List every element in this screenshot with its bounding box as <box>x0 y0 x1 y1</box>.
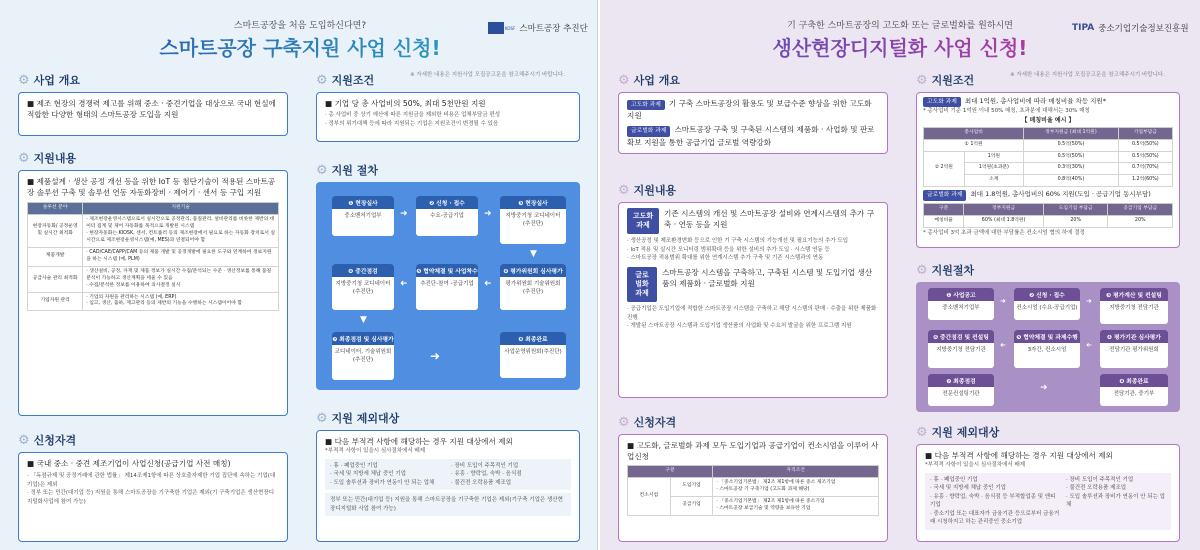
task-tag: 고도화 과제 <box>923 97 961 107</box>
list-item: · 불건전 오락용품 제조업 <box>1066 485 1127 492</box>
table-cell: 0.5억(50%) <box>1118 151 1172 163</box>
step-head: ❶ 사업공고 <box>928 288 994 301</box>
table-cell: 1억원 <box>964 151 1024 163</box>
step-body: 지방중기청 코디네이터(추진단) <box>335 281 391 296</box>
table-cell: 20% <box>1043 215 1108 227</box>
table-row <box>924 139 1173 151</box>
right-elig-heading <box>618 414 676 430</box>
step-body: 중소벤처기업부 <box>942 305 980 311</box>
left-proc-title: 지원 절차 <box>331 164 378 177</box>
table-cell <box>713 496 879 515</box>
step-head: ❽ 최종완료 <box>1100 374 1168 387</box>
cond-note: * 총사업비 3억 초과 금액에 대한 부담률은 컨소시엄 협의 하에 결정 <box>923 229 1085 236</box>
left-elig-box: ■ 국내 중소 · 중견 제조기업이 사업신청(공급기업 사전 매칭) · 「독점규제 및 공정거래에 관한 법률」 제14조제1항에 따른 상호출자제한 기업 집단에 속하는 기업(대기업)은 제외 · 정부 또는 민간(대기업 등) 지원을 통해 스마트공장을 기구축한 기업은 제외(기 구축기업은 생산현장디지털화사업에 참여 가능) <box>18 452 288 542</box>
content-item-text: 스마트공장 시스템을 구축하고, 구축된 시스템 및 도입기업 생산품의 제품화 · 글로벌화 지원 <box>662 267 873 288</box>
list-item: · 「중소기업기본법」 제2조 제1항에 따른 중소 제조기업 <box>716 479 836 485</box>
gear-icon: ⚙ <box>18 72 30 88</box>
table-cell <box>83 214 279 247</box>
table-header: 구분 <box>628 466 713 478</box>
table-cell: 컨소시엄 <box>628 477 671 515</box>
arrow-down-icon: ▼ <box>530 249 537 259</box>
right-overview-box <box>618 92 888 154</box>
step-head: ❸ 현장실사 <box>500 196 566 209</box>
list-item: · 생산설비, 공정, 자재 및 제품 정보가 실시간 수집/분석되는 수준 · 생산정보를 통해 품질분석이 가능하고 생산계획을 세울 수 있음 <box>86 268 272 281</box>
list-item: · 장비 도입이 주목적인 기업 <box>1066 476 1134 483</box>
left-brand <box>488 22 588 34</box>
process-step <box>1014 288 1080 320</box>
table-cell: 0.5억(50%) <box>1118 139 1172 151</box>
left-elig-text: 국내 중소 · 중견 제조기업이 사업신청(공급기업 사전 매칭) <box>36 459 231 468</box>
task-tag: 고도화 과제 <box>627 208 659 234</box>
step-body: 지방중기청 전담기관 <box>936 347 986 353</box>
left-content-heading <box>18 150 76 166</box>
table-cell: 공급기업 <box>670 496 713 515</box>
table-cell: 도입기업 <box>670 477 713 496</box>
left-cond-note: ※ 자세한 내용은 지원사업 모집공고문을 참고해주시기 바랍니다. <box>410 72 565 78</box>
left-content-box: ■ 제품설계 · 생산 공정 개선 등을 위한 IoT 등 첨단기술이 적용된 스마트공장 솔루션 구축 및 솔루션 연동 자동화장비 · 제어기 · 센서 등 구입 지원 솔루션 분야 지원기술 현장자동화/ 공정운영 및 실시간 최적화 · 제조현장운영시스템으로서 실시간으로 공정관리, 품질관리, 설비관리를 비롯한 제반의 데이터 집계 및 제어 자동화를 목적으로 개발된 시스템 · 현장자동화는 KIOSK, 센서, 컨트롤러 등의 제조현장에서 필요로 하는 자동화 장치로서 실시간으로 제조현장운영시스템(예, MES)과 연결되어야 함 제품개발 · CAD/CAE/CAPP/CAM 등의 제품 개발 및 공정개발에 필요한 도구와 연계하여 정보지원을 하는 시스템 (예, PLM) 공급사슬 관리 최적화 · 생산설비, 공정, 자재 및 제품 정보가 실시간 수집/분석되는 수준 · 생산정보를 통해 품질분석이 가능하고 생산계획을 세울 수 있음 · 수집/분석한 정보를 이용하여 의사결정 실시 기업자원 관리 · 기업의 자원을 관리하는 시스템 (예, ERP) · 입고, 생산, 출하, 재고관리 등의 제반의 기능을 수행하는 시스템이어야 함 <box>18 170 288 416</box>
cond-note: * 총사업비 기준 1억원 이내 50% 매칭, 초과분에 대해서는 30% 매칭 <box>923 108 1090 115</box>
process-step <box>500 264 566 310</box>
cond-text: 최대 1.8억원, 총사업비의 60% 지원(도입 · 공급기업 동시부담) <box>970 190 1151 199</box>
task-tag: 글로벌화 과제 <box>923 190 966 200</box>
table-cell <box>83 266 279 292</box>
table-row <box>28 214 279 247</box>
example-label: 【 매칭비율 예시 】 <box>1021 116 1075 124</box>
left-excl-foot: 정부 또는 민간(대기업 등) 지원을 통해 스마트공장을 기구축한 기업은 제외(기구축 기업은 생산현장디지털화 사업 참여 가능) <box>325 493 571 516</box>
step-head: ❹ 중간점검 <box>332 264 394 277</box>
list-item: · 국세 및 지방세 체납 중인 기업 <box>930 485 1006 492</box>
arrow-right-icon: ➜ <box>430 349 441 363</box>
arrow-left-icon: ➜ <box>400 279 408 289</box>
right-cond-box <box>916 92 1180 248</box>
list-item: · 「중소기업기본법」 제2조 제1항에 따른 중소기업 <box>716 498 825 504</box>
table-row <box>924 151 1173 163</box>
process-step <box>416 264 478 310</box>
step-body: 추진단-참여 -공급기업 <box>420 281 474 287</box>
left-excl-box: ■ 다음 부적격 사항에 해당하는 경우 지원 대상에서 제외 *부적격 사항이 있을시 심사절차에서 배제 · 휴 · 폐업중인 기업 · 국세 및 지방세 체납 중인 기업 · 도입 솔루션과 장비가 연동이 안 되는 업체 · 장비 도입이 주목적인 기업 · 유흥 · 향락업, 숙박 · 음식점 · 불건전 오락용품 제조업 정부 또는 민간(대기업 등) 지원을 통해 스마트공장을 기구축한 기업은 제외(기구축 기업은 생산현장디지털화 사업 참여 가능) <box>316 430 580 542</box>
left-overview-text: 제조 현장의 경쟁력 제고를 위해 중소 · 중견기업을 대상으로 국내 현실에 적합한 다양한 형태의 스마트공장 도입을 지원 <box>27 99 276 119</box>
step-head: ❻ 평가위원회 심사평가 <box>500 264 566 277</box>
left-cond-heading <box>316 72 374 88</box>
list-item: · 공급기업은 도입기업에 적합한 스마트공장 시스템을 구축하고 해당 시스템의 판매 · 수출을 위한 제품화 진행 <box>627 306 877 321</box>
table-header: 지원기술 <box>83 203 279 215</box>
table-header: 자격조건 <box>713 466 879 478</box>
list-item: · 스마트공장 적용범위 확대를 위한 연계시스템 추가 구축 및 기존 시스템과의 연동 <box>627 255 824 262</box>
table-header: 솔루션 분야 <box>28 203 83 215</box>
step-body: 중소벤처기업부 <box>344 213 382 219</box>
left-excl-heading <box>316 410 399 426</box>
right-elig-table <box>627 465 879 516</box>
right-excl-sub: *부적격 사항이 있을시 심사절차에서 배제 <box>925 462 1026 468</box>
list-item: · 수집/분석한 정보를 이용하여 의사결정 실시 <box>86 282 181 288</box>
step-body: 지방중기청 전담기관 <box>1109 305 1159 311</box>
gear-icon: ⚙ <box>618 414 630 430</box>
arrow-left-icon: ➜ <box>1086 341 1092 349</box>
right-excl-title: 지원 제외대상 <box>931 426 1000 439</box>
arrow-left-icon: ➜ <box>484 279 492 289</box>
list-item: · 도입 솔루션과 장비가 연동이 안 되는 업체 <box>330 479 435 486</box>
left-overview-heading <box>18 72 80 88</box>
right-elig-box: ■ 고도화, 글로벌화 과제 모두 도입기업과 공급기업이 컨소시엄을 이루어 사업신청 구분 자격조건 컨소시엄 도입기업 · 「중소기업기본법」 제2조 제1항에 따른 중소 제조기업 · 스마트공장 기 구축기업 (고도화 과제 해당) 공급기업 · 「중소기업기본법」 제2조 제1항에 따른 중소기업 · 스마트공장 보급기술 및 역량을 보유한 기업 <box>618 434 888 542</box>
left-brand-logo-text: KOSF <box>505 25 516 31</box>
list-item: · 유흥 · 향락업, 숙박 · 음식점 <box>451 471 522 478</box>
list-item: · 유흥 · 향락업, 숙박 · 음식점 등 부적합업종 및 앤티기업 <box>930 493 1056 509</box>
table-cell: 공급사슬 관리 최적화 <box>28 266 83 292</box>
right-content-heading <box>618 182 676 198</box>
right-cond-note: ※ 자세한 내용은 지원사업 모집공고문을 참고해주시기 바랍니다. <box>1010 72 1165 78</box>
list-item: · 중소기업 또는 대표자가 금융기관 등으로부터 금융거래 시청하지고 하는 관리중인 중소기업 <box>930 510 1060 526</box>
step-head: ❽ 최종완료 <box>500 332 566 345</box>
right-overview-title: 사업 개요 <box>633 74 680 87</box>
table-header: 정부지원금 <box>964 203 1044 215</box>
list-item: · 개발된 스마트공장 시스템과 도입기업 생산품의 사업화 및 수요처 발굴을 위한 프로그램 지원 <box>627 323 852 330</box>
gear-icon: ⚙ <box>316 162 328 178</box>
step-head: ❷ 신청 · 접수 <box>1014 288 1080 301</box>
step-body: 전담기관 평가위원회 <box>1109 347 1159 353</box>
step-body: 코디네이터, 기술위원회(추진단) <box>334 349 392 364</box>
table-cell: 0.8억(40%) <box>1024 175 1118 187</box>
task-tag: 글로벌화 과제 <box>627 267 657 302</box>
arrow-right-icon: ➜ <box>484 209 492 219</box>
right-proc-heading <box>916 262 974 278</box>
list-item: · 도입 솔루션과 장비가 연동이 안 되는 업체 <box>1066 493 1165 509</box>
list-item: · 생산공정 및 제조환경변화 등으로 인한 기 구축 시스템의 기능개선 및 필요기능의 추가 도입 <box>627 238 849 245</box>
left-excl-text: 다음 부적격 사항에 해당하는 경우 지원 대상에서 제외 <box>334 437 513 446</box>
left-brand-text: 스마트공장 추진단 <box>519 24 588 34</box>
process-step <box>500 332 566 378</box>
left-excl-list <box>325 459 571 491</box>
matching-example-table <box>923 127 1173 188</box>
table-header: 기업부담금 <box>1118 127 1172 139</box>
step-body: 전담기관, 중기부 <box>1113 391 1155 397</box>
table-header: 공급기업 부담금 <box>1108 203 1173 215</box>
right-title: 생산현장디지털화 사업 신청! <box>600 32 1200 61</box>
list-item: · 스마트공장 보급기술 및 역량을 보유한 기업 <box>716 505 811 511</box>
left-solution-table <box>27 202 279 311</box>
gear-icon: ⚙ <box>618 182 630 198</box>
list-item: · 휴 · 폐업중인 기업 <box>330 462 378 469</box>
table-row <box>924 215 1173 227</box>
overview-item-text: 기 구축 스마트공장의 활용도 및 보급수준 향상을 위한 고도화 지원 <box>627 99 872 121</box>
step-body: 지방중기청 코디네이터(추진단) <box>505 213 561 228</box>
arrow-right-icon: ➜ <box>1000 297 1006 305</box>
step-head: ❻ 중간점검 및 컨설팅 <box>928 330 994 343</box>
list-item: · CAD/CAE/CAPP/CAM 등의 제품 개발 및 공정개발에 필요한 도구와 연계하여 정보지원을 하는 시스템 (예, PLM) <box>86 249 272 262</box>
right-brand <box>1072 22 1189 34</box>
left-title: 스마트공장 구축지원 사업 신청! <box>0 32 600 61</box>
right-subtitle: 기 구축한 스마트공장의 고도화 또는 글로벌화를 원하시면 <box>787 21 1013 31</box>
process-step <box>928 374 994 406</box>
left-elig-heading <box>18 432 76 448</box>
global-matching-table <box>923 203 1173 228</box>
process-step <box>332 196 394 236</box>
step-head: ❶ 현장실사 <box>332 196 394 209</box>
gear-icon: ⚙ <box>618 72 630 88</box>
task-tag: 고도화 과제 <box>627 100 665 110</box>
list-item: · 현장자동화는 KIOSK, 센서, 컨트롤러 등의 제조현장에서 필요로 하는 자동화 장치로서 실시간으로 제조현장운영시스템(예, MES)과 연결되어야 함 <box>86 230 276 243</box>
left-header <box>0 0 600 66</box>
process-step <box>928 288 994 320</box>
right-panel <box>600 0 1200 550</box>
table-cell: 0.5억(50%) <box>1024 139 1118 151</box>
process-step <box>1100 288 1168 324</box>
step-head: ❺ 협약체결 및 사업착수 <box>416 264 478 277</box>
overview-item-text: 스마트공장 구축 및 구축된 시스템의 제품화 · 사업화 및 판로확보 지원을 통한 공급기업 글로벌 역량강화 <box>627 125 875 147</box>
left-cond-title: 지원조건 <box>331 74 375 87</box>
process-step <box>1100 374 1168 406</box>
process-step <box>416 196 478 236</box>
table-cell: 기업자원 관리 <box>28 292 83 311</box>
left-overview-box: ■ 제조 현장의 경쟁력 제고를 위해 중소 · 중견기업을 대상으로 국내 현실에 적합한 다양한 형태의 스마트공장 도입을 지원 <box>18 92 288 136</box>
table-cell: 20% <box>1108 215 1173 227</box>
gear-icon: ⚙ <box>18 432 30 448</box>
gear-icon: ⚙ <box>18 150 30 166</box>
right-excl-box: ■ 다음 부적격 사항에 해당하는 경우 지원 대상에서 제외 *부적격 사항이 있을시 심사절차에서 배제 · 휴 · 폐업중인 기업 · 국세 및 지방세 체납 중인 기업 · 유흥 · 향락업, 숙박 · 음식점 등 부적합업종 및 앤티기업 · 중소기업 또는 대표자가 금융기관 등으로부터 금융거래 시청하지고 하는 관리중인 중소기업 · 장비 도입이 주목적인 기업 · 불건전 오락용품 제조업 · 도입 솔루션과 장비가 연동이 안 되는 업체 <box>916 444 1180 542</box>
table-header: 도입기업 부담금 <box>1043 203 1108 215</box>
gear-icon: ⚙ <box>916 262 928 278</box>
table-cell: 0.7억(70%) <box>1118 163 1172 175</box>
table-cell: 1억원(초과분) <box>964 163 1024 175</box>
arrow-right-icon: ➜ <box>1040 383 1048 393</box>
right-proc-title: 지원절차 <box>931 264 975 277</box>
right-header <box>600 0 1200 66</box>
tipa-logo-icon: TIPA <box>1072 23 1095 33</box>
step-body: 평가위원회 기술위원회(추진단) <box>505 281 561 296</box>
step-body: 사업운영위원회(추진단) <box>504 349 562 355</box>
step-head: ❸ 평가계산 및 컨설팅 <box>1100 288 1168 301</box>
table-cell: 60% (최대 1.8억원) <box>964 215 1044 227</box>
process-step <box>332 332 394 380</box>
list-item: · 휴 · 폐업중인 기업 <box>930 476 978 483</box>
table-cell <box>83 247 279 266</box>
right-elig-text: 고도화, 글로벌화 과제 모두 도입기업과 공급기업이 컨소시엄을 이루어 사업신청 <box>627 441 879 461</box>
table-header: 총사업비 <box>924 127 1024 139</box>
gear-icon: ⚙ <box>316 72 328 88</box>
arrow-right-icon: ➜ <box>400 209 408 219</box>
left-excl-sub: *부적격 사항이 있을시 심사절차에서 배제 <box>325 448 426 454</box>
list-item: · 스마트공장 기 구축기업 (고도화 과제 해당) <box>716 486 810 492</box>
table-header: 구분 <box>924 203 964 215</box>
right-excl-list <box>925 473 1171 530</box>
process-step <box>1014 330 1080 368</box>
content-item-text: 기존 시스템의 개선 및 스마트공장 설비와 연계시스템의 추가 구축 · 연동 등을 지원 <box>664 209 875 229</box>
arrow-left-icon: ➜ <box>1000 341 1006 349</box>
right-elig-title: 신청자격 <box>633 416 677 429</box>
step-head: ❼ 최종점검 <box>928 374 994 387</box>
table-cell: 제품개발 <box>28 247 83 266</box>
arrow-right-icon: ➜ <box>1086 297 1092 305</box>
table-cell: 현장자동화/ 공정운영 및 실시간 최적화 <box>28 214 83 247</box>
table-cell: 0.3억(30%) <box>1024 163 1118 175</box>
right-brand-text: 중소기업기술정보진흥원 <box>1098 24 1189 34</box>
right-excl-heading <box>916 424 999 440</box>
table-row <box>28 292 279 311</box>
table-header: 정부지원금 (최대 1억원) <box>1024 127 1118 139</box>
list-item: · 불건전 오락용품 제조업 <box>451 479 512 486</box>
note-item: · 「독점규제 및 공정거래에 관한 법률」 제14조제1항에 따른 상호출자제한 기업 집단에 속하는 기업(대기업)은 제외 <box>27 473 276 488</box>
list-item: · 국세 및 지방세 체납 중인 기업 <box>330 471 406 478</box>
step-body: 수요-공급기업 <box>430 213 464 219</box>
process-step <box>928 330 994 368</box>
table-cell: ② 2억원 <box>924 151 965 187</box>
list-item: · 장비 도입이 주목적인 기업 <box>451 462 519 469</box>
table-row <box>28 266 279 292</box>
left-elig-title: 신청자격 <box>33 434 77 447</box>
table-row <box>628 477 879 496</box>
gear-icon: ⚙ <box>916 72 928 88</box>
left-overview-title: 사업 개요 <box>33 74 80 87</box>
list-item: · IoT 적용 및 실시간 모니터링 범위확대 등을 위한 설비의 추가 도입 · 시스템 연동 등 <box>627 246 830 253</box>
left-content-text: 제품설계 · 생산 공정 개선 등을 위한 IoT 등 첨단기술이 적용된 스마트공장 솔루션 구축 및 솔루션 연동 자동화장비 · 제어기 · 센서 등 구입 지원 <box>27 177 276 197</box>
table-cell: 0.5억(50%) <box>1024 151 1118 163</box>
left-cond-box: ■ 기업 당 총 사업비의 50%, 최대 5천만원 지원 · 총 사업비 중 상기 예산에 따른 지원금을 제외한 비용은 업체부담금 편성 · 정부의 위기대책 등에 따라 지원되는 기업은 지원조건이 변경될 수 있음 <box>316 92 580 142</box>
step-body: 3자간, 컨소시엄 <box>1027 347 1067 353</box>
note-item: · 정부 또는 민간(대기업 등) 지원을 통해 스마트공장을 기구축한 기업은 제외(기 구축기업은 생산현장디지털화사업에 참여 가능) <box>27 490 275 505</box>
table-cell: 1.2억(60%) <box>1118 175 1172 187</box>
gear-icon: ⚙ <box>316 410 328 426</box>
right-overview-heading <box>618 72 680 88</box>
process-step <box>1100 330 1168 368</box>
left-excl-title: 지원 제외대상 <box>331 412 400 425</box>
note-item: · 정부의 위기대책 등에 따라 지원되는 기업은 지원조건이 변경될 수 있음 <box>325 120 499 127</box>
process-step <box>500 196 566 244</box>
step-body: 전문컨설팅기관 <box>942 391 980 397</box>
gear-icon: ⚙ <box>916 424 928 440</box>
table-cell <box>83 292 279 311</box>
table-cell: 매칭비율 <box>924 215 964 227</box>
task-tag: 글로벌화 과제 <box>627 126 670 136</box>
list-item: · 입고, 생산, 출하, 재고관리 등의 제반의 기능을 수행하는 시스템이어야 함 <box>86 301 242 307</box>
list-item: · 기업의 자원을 관리하는 시스템 (예, ERP) <box>86 294 177 300</box>
left-content-title: 지원내용 <box>33 152 77 165</box>
process-step <box>332 264 394 310</box>
step-head: ❼ 최종점검 및 심사평가 <box>332 332 394 345</box>
arrow-down-icon: ▼ <box>360 315 367 325</box>
table-cell: 소계 <box>964 175 1024 187</box>
step-head: ❺ 협약체결 및 과제수행 <box>1014 330 1080 343</box>
table-cell: ① 1억원 <box>924 139 1024 151</box>
left-subtitle: 스마트공장을 처음 도입하신다면? <box>233 21 367 31</box>
right-cond-title: 지원조건 <box>931 74 975 87</box>
right-content-box <box>618 202 888 398</box>
table-cell <box>713 477 879 496</box>
left-proc-heading <box>316 162 378 178</box>
left-cond-text: 기업 당 총 사업비의 50%, 최대 5천만원 지원 <box>334 99 486 108</box>
table-row <box>28 247 279 266</box>
step-body: 컨소시엄 (수요-공급기업) <box>1016 305 1078 311</box>
list-item: · 제조현장운영시스템으로서 실시간으로 공정관리, 품질관리, 설비관리를 비롯한 제반의 데이터 집계 및 제어 자동화를 목적으로 개발된 시스템 <box>86 216 275 229</box>
step-head: ❹ 평가기관 심사평가 <box>1100 330 1168 343</box>
right-content-title: 지원내용 <box>633 184 677 197</box>
right-excl-text: 다음 부적격 사항에 해당하는 경우 지원 대상에서 제외 <box>934 451 1113 460</box>
note-item: · 총 사업비 중 상기 예산에 따른 지원금을 제외한 비용은 업체부담금 편성 <box>325 112 501 118</box>
kosf-logo-icon <box>488 22 504 34</box>
right-cond-heading <box>916 72 974 88</box>
cond-text: 최대 1억원, 총사업비에 따라 매칭비율 차등 지원* <box>964 97 1106 105</box>
step-head: ❷ 신청 · 접수 <box>416 196 478 209</box>
